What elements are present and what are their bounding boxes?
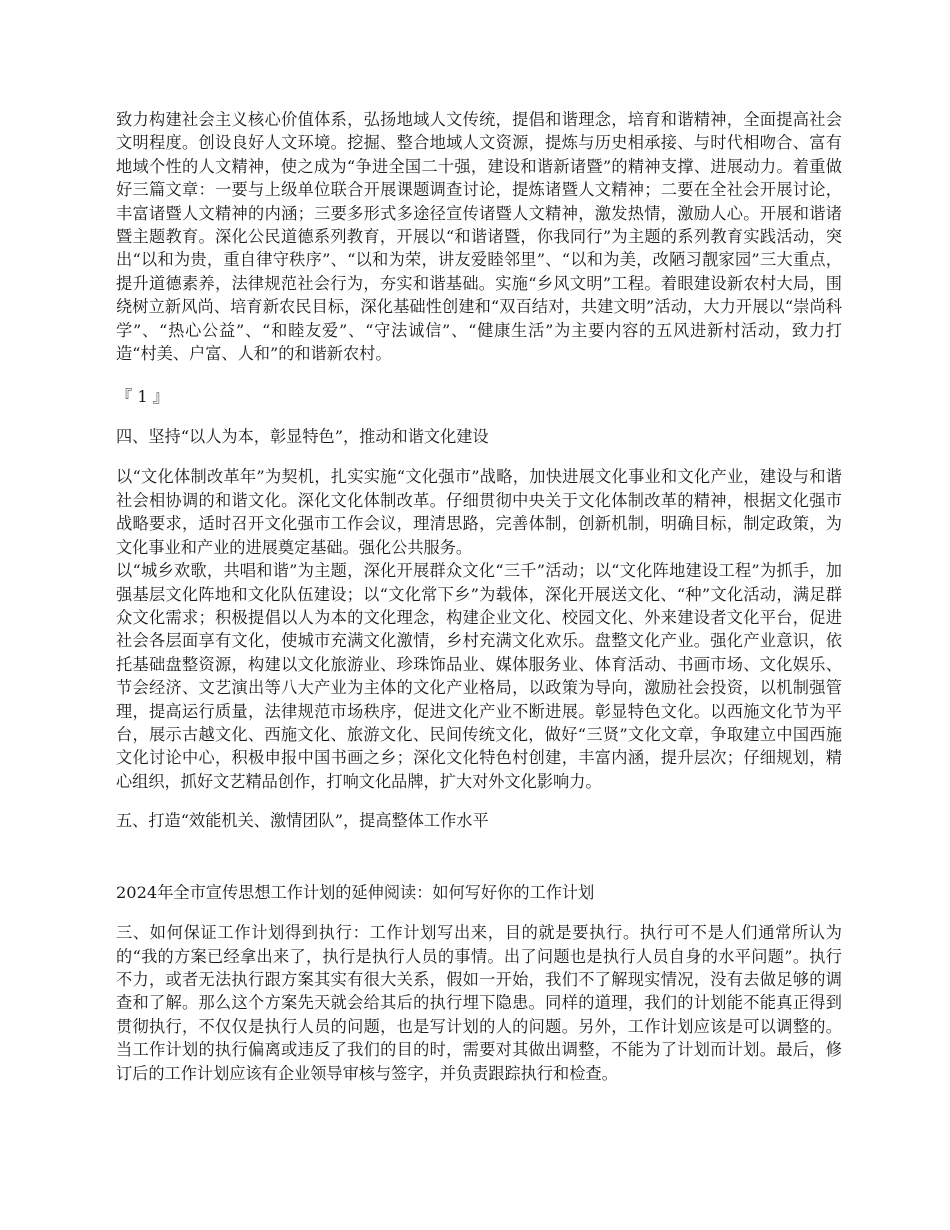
spacer [116, 449, 842, 465]
paragraph-culture-2: 以“城乡欢歌，共唱和谐”为主题，深化开展群众文化“三千”活动；以“文化阵地建设工程”为抓手，加强基层文化阵地和文化队伍建设；以“文化常下乡”为载体，深化开展送文化、“种”文化活动，满足群众文化需求；积极提倡以人为本的文化理念，构建企业文化、校园文化、外来建设者文化平台，促进社会各层面享有文化，使城市充满文化激情，乡村充满文化欢乐。盘整文化产业。强化产业意识，依托基础盘整资源，构建以文化旅游业、珍珠饰品业、媒体服务业、体育活动、书画市场、文化娱乐、节会经济、文艺演出等八大产业为主体的文化产业格局，以政策为导向，激励社会投资，以机制强管理，提高运行质量，法律规范市场秩序，促进文化产业不断进展。彰显特色文化。以西施文化节为平台，展示古越文化、西施文化、旅游文化、民间传统文化，做好“三贤”文化文章，争取建立中国西施文化讨论中心，积极申报中国书画之乡；深化文化特色村创建，丰富内涵，提升层次；仔细规划，精心组织，抓好文艺精品创作，打响文化品牌，扩大对外文化影响力。 [116, 561, 842, 791]
spacer [116, 793, 842, 809]
spacer [116, 833, 842, 881]
page-marker: 『 1 』 [116, 387, 169, 407]
paragraph-execution: 三、如何保证工作计划得到执行：工作计划写出来，目的就是要执行。执行可不是人们通常所认为的“我的方案已经拿出来了，执行是执行人员的事情。出了问题也是执行人员自身的水平问题”。执行不力，或者无法执行跟方案其实有很大关系，假如一开始，我们不了解现实情况，没有去做足够的调查和了解。那么这个方案先天就会给其后的执行埋下隐患。同样的道理，我们的计划能不能真正得到贯彻执行，不仅仅是执行人员的问题，也是写计划的人的问题。另外，工作计划应该是可以调整的。当工作计划的执行偏离或违反了我们的目的时，需要对其做出调整，不能为了计划而计划。最后，修订后的工作计划应该有企业领导审核与签字，并负责跟踪执行和检查。 [116, 923, 842, 1083]
paragraph-intro: 致力构建社会主义核心价值体系，弘扬地域人文传统，提倡和谐理念，培育和谐精神，全面提高社会文明程度。创设良好人文环境。挖掘、整合地域人文资源，提炼与历史相承接、与时代相吻合、富有地域个性的人文精神，使之成为“争进全国二十强，建设和谐新诸暨”的精神支撑、进展动力。着重做好三篇文章：一要与上级单位联合开展课题调查讨论，提炼诸暨人文精神；二要在全社会开展讨论，丰富诸暨人文精神的内涵；三要多形式多途径宣传诸暨人文精神，激发热情，激励人心。开展和谐诸暨主题教育。深化公民道德系列教育，开展以“和谐诸暨，你我同行”为主题的系列教育实践活动，突出“以和为贵，重自律守秩序”、“以和为荣，讲友爱睦邻里”、“以和为美，改陋习靓家园”三大重点，提升道德素养，法律规范社会行为，夯实和谐基础。实施“乡风文明”工程。着眼建设新农村大局，围绕树立新风尚、培育新农民目标，深化基础性创建和“双百结对，共建文明”活动，大力开展以“崇尚科学”、“热心公益”、“和睦友爱”、“守法诚信”、“健康生活”为主要内容的五风进新村活动，致力打造“村美、户富、人和”的和谐新农村。 [116, 110, 842, 364]
document-page [116, 108, 842, 1085]
section-heading-4: 四、坚持“以人为本，彰显特色”，推动和谐文化建设 [116, 427, 489, 447]
section-heading-5: 五、打造“效能机关、激情团队”，提高整体工作水平 [116, 811, 489, 831]
spacer [116, 409, 842, 425]
spacer [116, 365, 842, 385]
extended-reading-title: 2024年全市宣传思想工作计划的延伸阅读：如何写好你的工作计划 [116, 883, 595, 903]
spacer [116, 905, 842, 921]
paragraph-culture-1: 以“文化体制改革年”为契机，扎实实施“文化强市”战略，加快进展文化事业和文化产业，建设与和谐社会相协调的和谐文化。深化文化体制改革。仔细贯彻中央关于文化体制改革的精神，根据文化强市战略要求，适时召开文化强市工作会议，理清思路，完善体制，创新机制，明确目标，制定政策，为文化事业和产业的进展奠定基础。强化公共服务。 [116, 467, 842, 557]
